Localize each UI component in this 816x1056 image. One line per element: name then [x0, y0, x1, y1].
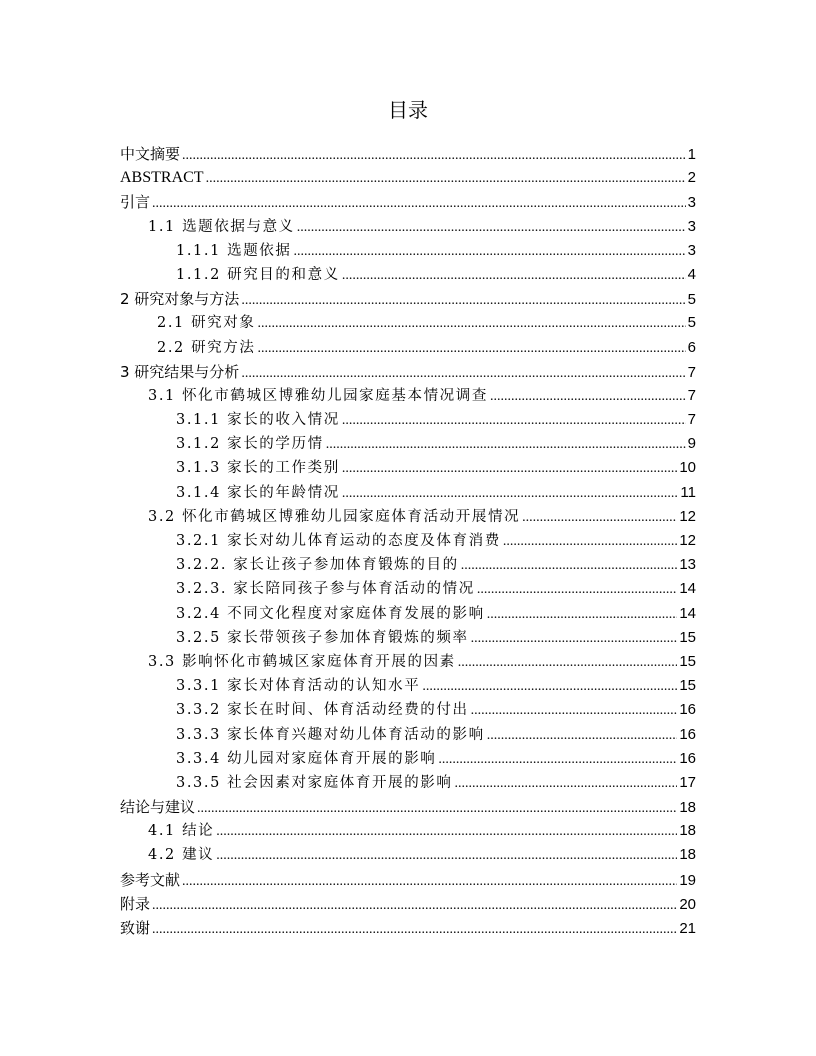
toc-leader	[342, 482, 679, 506]
toc-entry-3-1	[120, 384, 696, 408]
toc-entry-1-1-1	[120, 239, 696, 263]
toc-entry-text: 3 研究结果与分析	[120, 362, 240, 381]
toc-page-number: 3	[687, 217, 696, 235]
toc-page-number: 14	[679, 580, 696, 598]
toc-entry-1-1-2	[120, 263, 696, 287]
toc-page-number: 7	[687, 363, 696, 381]
toc-entry-text: 2 研究对象与方法	[120, 290, 240, 309]
toc-leader	[487, 603, 678, 627]
toc-entry-abstract-en	[120, 166, 696, 190]
toc-page-number: 1	[687, 146, 696, 163]
toc-page-number: 15	[679, 652, 696, 670]
toc-page-number: 13	[679, 556, 696, 574]
toc-page-number: 9	[687, 435, 696, 453]
toc-entry-text: 3.3.4 幼儿园对家庭体育开展的影响	[176, 750, 437, 767]
toc-entry-text: 引言	[120, 193, 151, 212]
toc-entry-3-1-4	[120, 481, 696, 505]
toc-entry-3-2	[120, 505, 696, 529]
toc-page-number: 19	[679, 871, 696, 889]
toc-entry-text: 2.2 研究方法	[157, 339, 256, 356]
toc-entry-3-2-1	[120, 529, 696, 553]
toc-entry-text: 4.1 结论	[148, 823, 215, 840]
toc-entry-3-1-2	[120, 432, 696, 456]
toc-page-number: 2	[687, 169, 696, 187]
toc-leader	[182, 144, 686, 168]
toc-entry-3-2-3	[120, 577, 696, 601]
toc-leader	[297, 216, 686, 240]
toc-entry-text: 3.3.2 家长在时间、体育活动经费的付出	[176, 702, 469, 719]
toc-entry-1-1	[120, 215, 696, 239]
toc-entry-text: 致谢	[120, 919, 151, 937]
toc-entry-text: 1.1.2 研究目的和意义	[176, 266, 340, 283]
toc-entry-acknowledgements	[120, 916, 696, 940]
toc-entry-text: 中文摘要	[120, 145, 181, 163]
toc-entry-3	[120, 360, 696, 384]
toc-page-number: 16	[679, 701, 696, 719]
toc-page-number: 18	[679, 846, 696, 864]
toc-entry-3-1-1	[120, 408, 696, 432]
toc-entry-appendix	[120, 892, 696, 916]
toc-leader	[455, 772, 678, 796]
toc-leader	[152, 894, 677, 918]
toc-page-number: 16	[679, 725, 696, 743]
toc-leader	[342, 457, 678, 481]
toc-entry-2-1	[120, 311, 696, 335]
toc-leader	[241, 289, 685, 313]
toc-leader	[257, 312, 685, 336]
toc-entry-3-3-3	[120, 723, 696, 747]
toc-entry-text: 3.2.2. 家长让孩子参加体育锻炼的目的	[176, 557, 459, 574]
toc-leader	[342, 409, 686, 433]
toc-entry-4-1	[120, 819, 696, 843]
toc-entry-text: 3.1.3 家长的工作类别	[176, 460, 340, 477]
toc-entry-text: 附录	[120, 894, 151, 913]
toc-leader	[182, 870, 677, 894]
toc-page-number: 12	[679, 507, 696, 525]
toc-leader	[487, 724, 678, 748]
toc-page-number: 15	[679, 677, 696, 695]
toc-entry-text: 3.3.5 社会因素对家庭体育开展的影响	[176, 774, 453, 791]
toc-leader	[471, 699, 678, 723]
toc-entry-2	[120, 287, 696, 311]
toc-entry-text: 4.2 建议	[148, 847, 215, 864]
toc-page-number: 12	[679, 532, 696, 549]
toc-leader	[477, 578, 678, 602]
toc-entry-text: 3.3.1 家长对体育活动的认知水平	[176, 678, 421, 695]
toc-entry-abstract-cn	[120, 142, 696, 166]
toc-leader	[152, 192, 686, 216]
toc-leader	[342, 264, 686, 288]
toc-entry-text: 参考文献	[120, 870, 181, 889]
toc-leader	[241, 362, 685, 386]
toc-leader	[471, 627, 678, 651]
toc-page-number: 10	[679, 459, 696, 477]
toc-leader	[294, 240, 686, 264]
toc-leader	[522, 506, 677, 530]
toc-entry-text: 1.1 选题依据与意义	[148, 218, 295, 235]
toc-page-number: 5	[687, 314, 696, 332]
toc-leader	[152, 918, 677, 942]
toc-leader	[503, 530, 678, 554]
toc-entry-text: 3.2 怀化市鹤城区博雅幼儿园家庭体育活动开展情况	[148, 508, 521, 525]
toc-entry-text: 3.2.3. 家长陪同孩子参与体育活动的情况	[176, 581, 475, 598]
toc-page-number: 17	[679, 773, 696, 791]
toc-entry-text: 3.2.1 家长对幼儿体育运动的态度及体育消费	[176, 533, 501, 549]
toc-entry-text: ABSTRACT	[120, 169, 204, 187]
toc-entry-3-3	[120, 650, 696, 674]
toc-page-number: 5	[687, 291, 696, 309]
toc-page-number: 3	[687, 194, 696, 212]
toc-leader	[216, 844, 677, 868]
toc-leader	[216, 820, 677, 844]
toc-entry-text: 1.1.1 选题依据	[176, 242, 292, 259]
toc-page-number: 20	[679, 895, 696, 913]
toc-entry-3-2-2	[120, 553, 696, 577]
toc-leader	[490, 385, 686, 409]
toc-leader	[458, 651, 678, 675]
toc-page-number: 21	[679, 920, 696, 937]
toc-entry-text: 3.1.1 家长的收入情况	[176, 412, 340, 429]
toc-entry-introduction	[120, 190, 696, 214]
toc-entry-text: 3.2.4 不同文化程度对家庭体育发展的影响	[176, 605, 485, 622]
toc-entry-3-3-5	[120, 771, 696, 795]
toc-entry-3-3-1	[120, 674, 696, 698]
toc-entry-references	[120, 868, 696, 892]
toc-entry-text: 3.1 怀化市鹤城区博雅幼儿园家庭基本情况调查	[148, 387, 488, 404]
toc-entry-3-1-3	[120, 456, 696, 480]
toc-page-number: 16	[679, 749, 696, 767]
toc-entry-text: 3.3.3 家长体育兴趣对幼儿体育活动的影响	[176, 726, 485, 743]
toc-leader	[422, 675, 677, 699]
table-of-contents	[120, 142, 696, 940]
toc-entry-text: 3.1.4 家长的年龄情况	[176, 484, 340, 501]
toc-leader	[257, 337, 685, 361]
toc-entry-2-2	[120, 336, 696, 360]
toc-entry-text: 3.1.2 家长的学历情	[176, 436, 324, 453]
toc-entry-text: 3.3 影响怀化市鹤城区家庭体育开展的因素	[148, 653, 456, 670]
toc-entry-3-3-2	[120, 698, 696, 722]
toc-leader	[197, 797, 677, 821]
toc-entry-3-2-4	[120, 602, 696, 626]
toc-entry-text: 3.2.5 家长带领孩子参加体育锻炼的频率	[176, 629, 469, 646]
toc-entry-text: 结论与建议	[120, 798, 196, 817]
page-title: 目录	[388, 98, 428, 122]
toc-leader	[461, 554, 678, 578]
toc-page-number: 14	[679, 604, 696, 622]
toc-entry-text: 2.1 研究对象	[157, 315, 256, 332]
toc-page-number: 11	[680, 483, 696, 501]
toc-page-number: 6	[687, 338, 696, 356]
toc-page-number: 7	[687, 411, 696, 429]
toc-page-number: 18	[679, 822, 696, 840]
toc-leader	[326, 433, 686, 457]
toc-leader	[438, 748, 677, 772]
toc-entry-4-2	[120, 843, 696, 867]
toc-entry-3-3-4	[120, 747, 696, 771]
toc-page-number: 3	[687, 241, 696, 259]
toc-entry-3-2-5	[120, 626, 696, 650]
toc-entry-conclusion	[120, 795, 696, 819]
toc-page-number: 18	[679, 799, 696, 817]
toc-leader	[206, 167, 686, 191]
toc-page-number: 7	[687, 386, 696, 404]
toc-page-number: 4	[687, 265, 696, 283]
toc-page-number: 15	[679, 628, 696, 646]
